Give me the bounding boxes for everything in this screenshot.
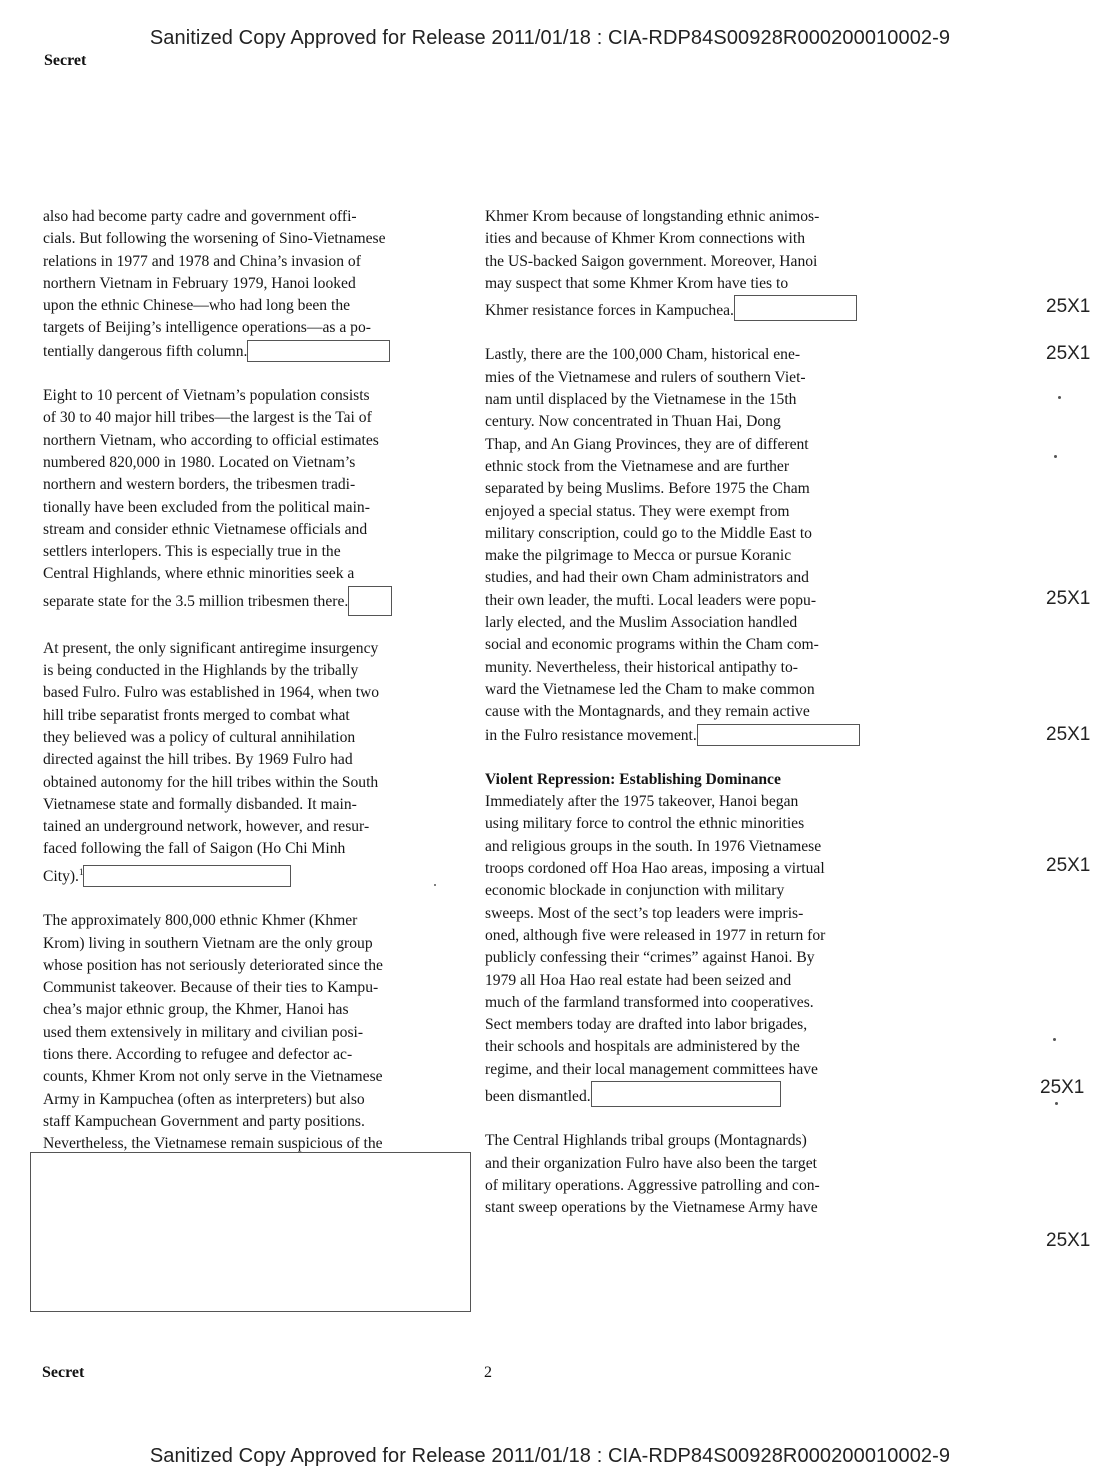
paragraph-fulro (43, 638, 473, 888)
margin-mark-25x1: 25X1 (1046, 724, 1091, 745)
margin-mark-25x1: 25X1 (1046, 1230, 1091, 1251)
paragraph-text: Immediately after the 1975 takeover, Hanoi began using military force to control the ethnic minorities and religious groups in the south. In 1976 Vietnamese troops cordoned off Hoa Hao areas, imposing a virtual economic blockade in conjunction with military sweeps. Most of the sect’s top leaders were impris- oned, although five were released in 1977 in return for publicly confessing their “crimes” against Hanoi. By 1979 all Hoa Hao real estate had been seized and much of the farmland transformed into cooperatives. Sect members today are drafted into labor brigades, their schools and hospitals are administered by the regime, and their local management committees have been dismantled. (485, 793, 826, 1105)
redaction-box (734, 295, 857, 321)
left-column (43, 206, 473, 1155)
margin-mark-25x1: 25X1 (1046, 343, 1091, 364)
redaction-box (697, 724, 860, 746)
classification-label-top: Secret (44, 52, 87, 69)
scan-speck (1054, 455, 1057, 458)
footnote-marker: 1 (78, 866, 84, 877)
paragraph-hill-tribes (43, 385, 473, 616)
scan-speck (434, 884, 436, 886)
redaction-box (83, 865, 291, 887)
paragraph-text: also had become party cadre and government offi- cials. But following the worsening of Sino-Vietnamese relations in 1977 and 1978 and China’s invasion of northern Vietnam in February 1979, Hanoi looked upon the ethnic Chinese—who had long been the targets of Beijing’s intelligence operations—as a po- tentially dangerous fifth column. (43, 208, 386, 360)
scan-speck (1055, 1102, 1058, 1105)
scan-speck (1053, 1038, 1056, 1041)
right-column (485, 206, 915, 1219)
paragraph-khmer-krom: The approximately 800,000 ethnic Khmer (Khmer Krom) living in southern Vietnam are the only group whose position has not seriously deteriorated since the Communist takeover. Because of their ties to Kampu- chea’s major ethnic group, the Khmer, Hanoi has used them extensively in military and civilian posi- tions there. According to refugee and defector ac- counts, Khmer Krom not only serve in the Vietnamese Army in Kampuchea (often as interpreters) but also staff Kampuchean Government and party positions. Nevertheless, the Vietnamese remain suspicious of the (43, 912, 383, 1153)
page-number: 2 (484, 1364, 492, 1381)
paragraph-violent-repression (485, 769, 915, 1108)
paragraph-montagnards: The Central Highlands tribal groups (Montagnards) and their organization Fulro have also been the target of military operations. Aggressive patrolling and con- stant sweep operations by the Vietnamese Army have (485, 1132, 820, 1217)
section-heading: Violent Repression: Establishing Dominance (485, 770, 781, 788)
margin-mark-25x1: 25X1 (1046, 855, 1091, 876)
paragraph-cham (485, 344, 915, 746)
classification-label-bottom: Secret (42, 1364, 85, 1381)
redaction-block-footnote (30, 1152, 471, 1312)
paragraph-text: Eight to 10 percent of Vietnam’s population consists of 30 to 40 major hill tribes—the largest is the Tai of northern Vietnam, who according to official estimates numbered 820,000 in 1980. Located on Vietnam’s northern and western borders, the tribesmen tradi- tionally have been excluded from the political main- stream and consider ethnic Vietnamese officials and settlers interlopers. This is especially true in the Central Highlands, where ethnic minorities seek a separate state for the 3.5 million tribesmen there. (43, 387, 379, 610)
paragraph-text: Lastly, there are the 100,000 Cham, historical ene- mies of the Vietnamese and rulers of southern Viet- nam until displaced by the Vietnamese in the 15th century. Now concentrated in Thuan Hai, Dong Thap, and An Giang Provinces, they are of different ethnic stock from the Vietnamese and are further separated by being Muslims. Before 1975 the Cham enjoyed a special status. They were exempt from military conscription, could go to the Middle East to make the pilgrimage to Mecca or pursue Koranic studies, and had their own Cham administrators and their own leader, the mufti. Local leaders were popu- larly elected, and the Muslim Association handled social and economic programs within the Cham com- munity. Nevertheless, their historical antipathy to- ward the Vietnamese led the Cham to make common cause with the Montagnards, and they remain active in the Fulro resistance movement. (485, 346, 819, 744)
scan-speck (1058, 396, 1061, 399)
redaction-box (247, 340, 390, 362)
paragraph-text: At present, the only significant antiregime insurgency is being conducted in the Highlands by the tribally based Fulro. Fulro was established in 1964, when two hill tribe separatist fronts merged to combat what they believed was a policy of cultural annihilation directed against the hill tribes. By 1969 Fulro had obtained autonomy for the hill tribes within the South Vietnamese state and formally disbanded. It main- tained an underground network, however, and resur- faced following the fall of Saigon (Ho Chi Minh City). (43, 639, 380, 885)
paragraph-text: Khmer Krom because of longstanding ethnic animos- ities and because of Khmer Krom connections with the US-backed Saigon government. Moreover, Hanoi may suspect that some Khmer Krom have ties to Khmer resistance forces in Kampuchea. (485, 208, 820, 320)
release-stamp-bottom: Sanitized Copy Approved for Release 2011/01/18 : CIA-RDP84S00928R000200010002-9 (149, 1445, 951, 1467)
paragraph-khmer-krom-cont (485, 206, 915, 322)
margin-mark-25x1: 25X1 (1040, 1077, 1085, 1098)
margin-mark-25x1: 25X1 (1046, 588, 1091, 609)
paragraph-fifth-column (43, 206, 473, 363)
margin-mark-25x1: 25X1 (1046, 296, 1091, 317)
redaction-box (348, 586, 392, 616)
release-stamp-top: Sanitized Copy Approved for Release 2011/01/18 : CIA-RDP84S00928R000200010002-9 (149, 27, 951, 49)
redaction-box (591, 1081, 781, 1107)
